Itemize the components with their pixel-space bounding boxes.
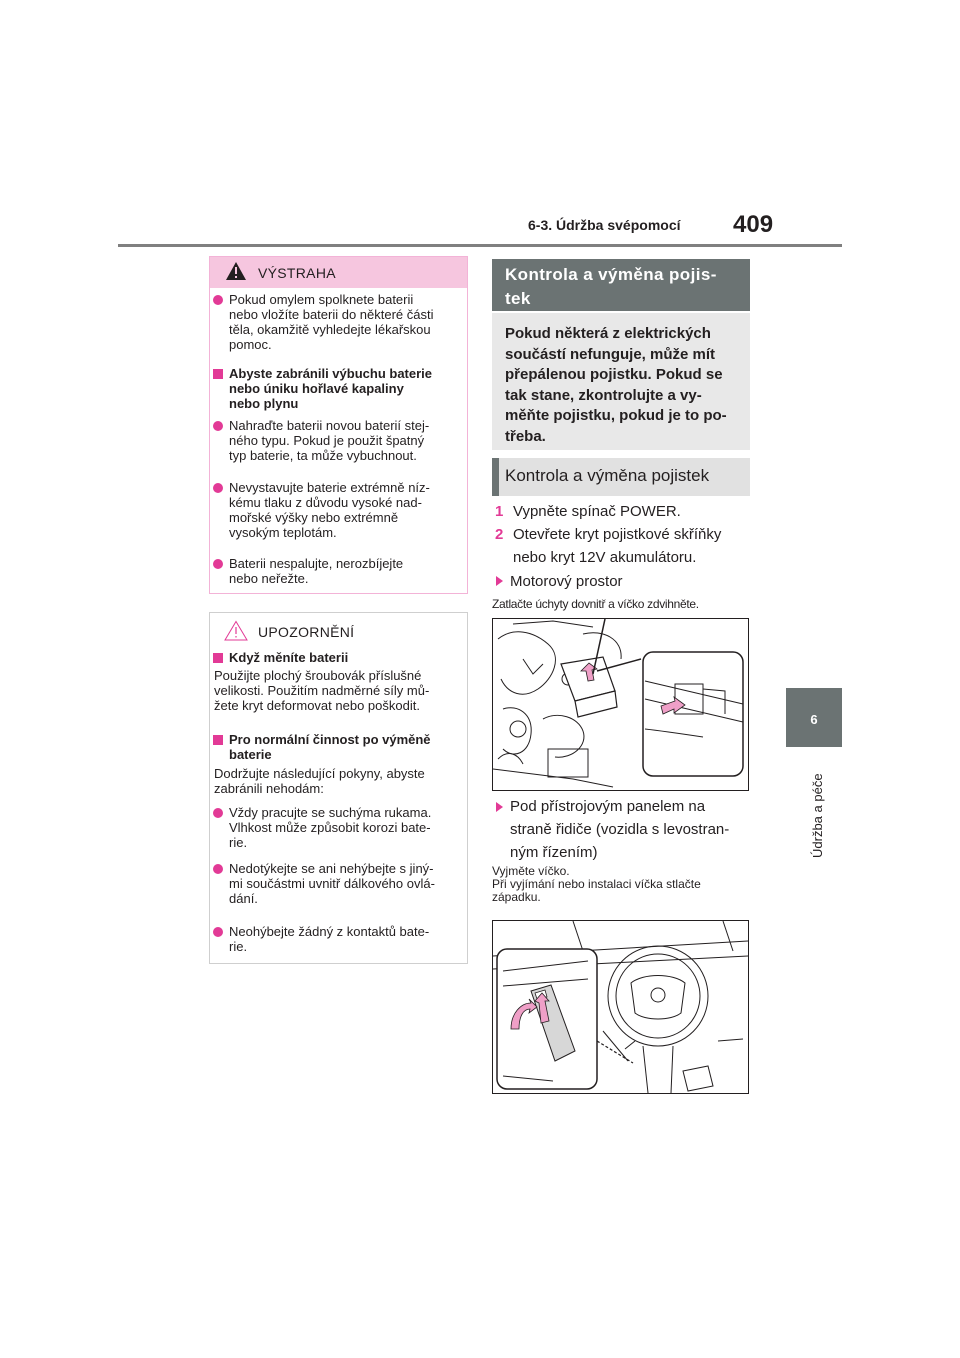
- section-header: 6-3. Údržba svépomocí: [528, 217, 681, 233]
- bullet-square: [213, 735, 223, 745]
- caution-paragraph-1: Použijte plochý šroubovák příslušné velikosti. Použitím nadměrné síly mů- žete kryt deformovat nebo poškodit.: [214, 668, 430, 713]
- warning-triangle-icon: [225, 261, 247, 281]
- bullet-dot: [213, 559, 223, 569]
- dashboard-fuse-cover-illustration: [492, 920, 749, 1094]
- step-1-text: Vypněte spínač POWER.: [513, 503, 681, 520]
- bullet-dot: [213, 295, 223, 305]
- intro-text: Pokud některá z elektrických součástí nefunguje, může mít přepálenou pojistku. Pokud se tak stane, zkontrolujte a vy- měňte pojistku, pokud je to po- třeba.: [505, 325, 727, 445]
- bullet-dot: [213, 864, 223, 874]
- chapter-number: 6: [810, 712, 818, 727]
- location-2: Pod přístrojovým panelem na straně řidiče (vozidla s levostran- ným řízením): [510, 798, 730, 861]
- caution-heading-1: Když měníte baterii: [229, 650, 349, 665]
- warning-item-5: Baterii nespalujte, nerozbíjejte nebo neřežte.: [229, 556, 404, 586]
- caution-item-1: Vždy pracujte se suchýma rukama. Vlhkost může způsobit korozi bate- rie.: [229, 805, 432, 850]
- step-2-text: Otevřete kryt pojistkové skříňky nebo kryt 12V akumulátoru.: [513, 526, 722, 566]
- caution-paragraph-2: Dodržujte následující pokyny, abyste zabránili nehodám:: [214, 766, 425, 796]
- warning-header: [210, 257, 467, 288]
- caution-heading-2: Pro normální činnost po výměně baterie: [229, 732, 431, 762]
- bullet-square: [213, 653, 223, 663]
- chapter-title: Údržba a péče: [810, 773, 825, 858]
- caution-title: UPOZORNĚNÍ: [258, 624, 355, 640]
- subsection-title: Kontrola a výměna pojistek: [505, 466, 710, 485]
- warning-title: VÝSTRAHA: [258, 265, 336, 281]
- arrow-bullet-icon: [496, 802, 503, 812]
- subsection-accent: [492, 458, 499, 496]
- warning-item-3: Nahraďte baterii novou baterií stej- ného typu. Pokud je použit špatný typ baterie, ta může vybuchnout.: [229, 418, 430, 463]
- engine-line-drawing: [493, 619, 748, 790]
- dashboard-line-drawing: [493, 921, 748, 1093]
- arrow-bullet-icon: [496, 576, 503, 586]
- caption-2: Vyjměte víčko. Při vyjímání nebo instalaci víčka stlačte západku.: [492, 864, 701, 904]
- header-rule: [118, 244, 842, 247]
- page-number: 409: [733, 211, 774, 238]
- warning-heading: Abyste zabránili výbuchu baterie nebo úniku hořlavé kapaliny nebo plynu: [229, 366, 433, 411]
- location-1: Motorový prostor: [510, 573, 623, 590]
- bullet-dot: [213, 808, 223, 818]
- bullet-dot: [213, 927, 223, 937]
- caution-item-3: Neohýbejte žádný z kontaktů bate- rie.: [229, 924, 430, 954]
- step-1-number: 1: [495, 503, 504, 520]
- caution-item-2: Nedotýkejte se ani nehýbejte s jiný- mi součástmi uvnitř dálkového ovlá- dání.: [229, 861, 435, 906]
- warning-item-1: Pokud omylem spolknete baterii nebo vložíte baterii do některé části těla, okamžitě vyhledejte lékařskou pomoc.: [229, 292, 434, 352]
- caution-triangle-icon: [224, 620, 248, 641]
- chapter-title-vertical: [810, 760, 826, 860]
- bullet-dot: [213, 421, 223, 431]
- engine-fuse-box-illustration: [492, 618, 749, 791]
- step-2-number: 2: [495, 526, 504, 543]
- bullet-dot: [213, 483, 223, 493]
- section-title: Kontrola a výměna pojis- tek: [505, 265, 717, 308]
- caption-1: Zatlačte úchyty dovnitř a víčko zdvihněte.: [492, 597, 699, 611]
- bullet-square: [213, 369, 223, 379]
- warning-item-4: Nevystavujte baterie extrémně níz- kému tlaku z důvodu vysoké nad- mořské výšky nebo extrémně vysokým teplotám.: [229, 480, 430, 540]
